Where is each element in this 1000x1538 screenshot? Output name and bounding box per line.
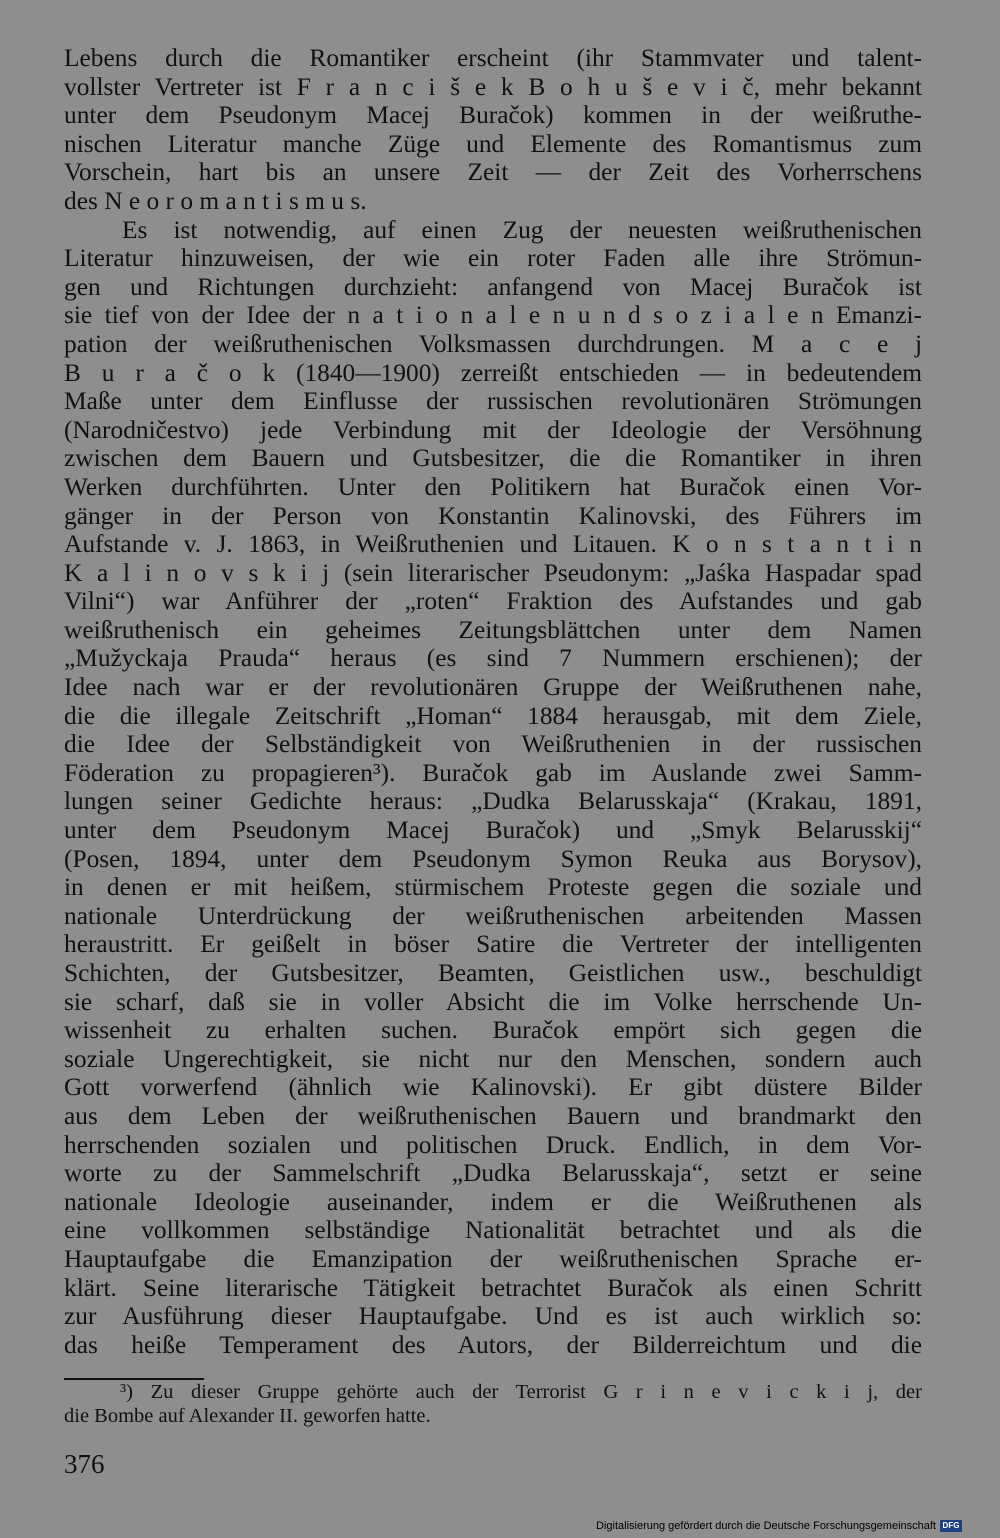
text-line: klärt. Seine literarische Tätigkeit betrachtet Buračok als einen Schritt — [64, 1273, 922, 1302]
text-line: vollster Vertreter ist F r a n c i š e k B o h u š e v i č, mehr bekannt — [64, 72, 922, 101]
text-line: Schichten, der Gutsbesitzer, Beamten, Geistlichen usw., beschuldigt — [64, 959, 922, 987]
text-line: eine vollkommen selbständige Nationalität betrachtet und als die — [64, 1216, 922, 1245]
text-line: die Idee der Selbständigkeit von Weißruthenien in der russischen — [64, 730, 922, 759]
text-line: Lebens durch die Romantiker erscheint (ihr Stammvater und talent- — [64, 44, 922, 72]
text-line: Hauptaufgabe die Emanzipation der weißruthenischen Sprache er- — [64, 1244, 922, 1273]
text-line: in denen er mit heißem, stürmischem Proteste gegen die soziale und — [64, 873, 922, 902]
body-text — [64, 44, 922, 1359]
text-line: unter dem Pseudonym Macej Buračok) kommen in der weißruthe- — [64, 101, 922, 130]
text-line: nationale Ideologie auseinander, indem er die Weißruthenen als — [64, 1187, 922, 1216]
text-line: das heiße Temperament des Autors, der Bilderreichtum und die — [64, 1330, 922, 1359]
text-line: K a l i n o v s k i j (sein literarischer Pseudonym: „Jaśka Haspadar spad — [64, 558, 922, 587]
text-line: Föderation zu propagieren³). Buračok gab im Auslande zwei Samm- — [64, 758, 922, 787]
text-line: zur Ausführung dieser Hauptaufgabe. Und es ist auch wirklich so: — [64, 1302, 922, 1331]
text-line: Werken durchführten. Unter den Politikern hat Buračok einen Vor- — [64, 472, 922, 501]
text-line: nischen Literatur manche Züge und Elemente des Romantismus zum — [64, 129, 922, 158]
text-line: sie tief von der Idee der n a t i o n a l e n u n d s o z i a l e n Emanzi- — [64, 301, 922, 330]
text-line: „Mužyckaja Prauda“ heraus (es sind 7 Nummern erschienen); der — [64, 644, 922, 673]
text-line: nationale Unterdrückung der weißruthenischen arbeitenden Massen — [64, 901, 922, 930]
text-line: Idee nach war er der revolutionären Gruppe der Weißruthenen nahe, — [64, 673, 922, 702]
text-line: lungen seiner Gedichte heraus: „Dudka Belarusskaja“ (Krakau, 1891, — [64, 787, 922, 816]
footnote-line: ³) Zu dieser Gruppe gehörte auch der Terrorist G r i n e v i c k i j, der — [120, 1381, 922, 1403]
text-line: pation der weißruthenischen Volksmassen durchdrungen. M a c e j — [64, 329, 922, 358]
text-line: wissenheit zu erhalten suchen. Buračok empört sich gegen die — [64, 1016, 922, 1045]
text-line: des N e o r o m a n t i s m u s. — [64, 186, 367, 215]
text-line: gen und Richtungen durchzieht: anfangend von Macej Buračok ist — [64, 272, 922, 301]
digitization-credit — [596, 1519, 962, 1533]
text-line: gänger in der Person von Konstantin Kalinovski, des Führers im — [64, 501, 922, 530]
text-line: die die illegale Zeitschrift „Homan“ 1884 herausgab, mit dem Ziele, — [64, 701, 922, 730]
text-line: weißruthenisch ein geheimes Zeitungsblättchen unter dem Namen — [64, 615, 922, 644]
footnote-line: die Bombe auf Alexander II. geworfen hatte. — [64, 1405, 431, 1427]
text-line: zwischen dem Bauern und Gutsbesitzer, die die Romantiker in ihren — [64, 444, 922, 473]
text-line: aus dem Leben der weißruthenischen Bauern und brandmarkt den — [64, 1101, 922, 1130]
text-line: herrschenden sozialen und politischen Druck. Endlich, in dem Vor- — [64, 1130, 922, 1159]
text-line: Aufstande v. J. 1863, in Weißruthenien und Litauen. K o n s t a n t i n — [64, 530, 922, 559]
text-line: Literatur hinzuweisen, der wie ein roter Faden alle ihre Strömun- — [64, 244, 922, 273]
dfg-logo: DFG — [940, 1520, 962, 1532]
text-line: heraustritt. Er geißelt in böser Satire die Vertreter der intelligenten — [64, 930, 922, 959]
text-line: unter dem Pseudonym Macej Buračok) und „Smyk Belarusskij“ — [64, 816, 922, 845]
text-line: sie scharf, daß sie in voller Absicht die im Volke herrschende Un- — [64, 987, 922, 1016]
text-line: (Narodničestvo) jede Verbindung mit der Ideologie der Versöhnung — [64, 415, 922, 444]
text-line: Vilni“) war Anführer der „roten“ Fraktion des Aufstandes und gab — [64, 587, 922, 616]
credit-text: Digitalisierung gefördert durch die Deutsche Forschungsgemeinschaft — [596, 1520, 936, 1532]
text-line: B u r a č o k (1840—1900) zerreißt entschieden — in bedeutendem — [64, 358, 922, 387]
text-line: soziale Ungerechtigkeit, sie nicht nur den Menschen, sondern auch — [64, 1044, 922, 1073]
text-line: Gott vorwerfend (ähnlich wie Kalinovski). Er gibt düstere Bilder — [64, 1073, 922, 1102]
text-line: Maße unter dem Einflusse der russischen revolutionären Strömungen — [64, 387, 922, 416]
page-number: 376 — [64, 1449, 105, 1479]
text-line: Es ist notwendig, auf einen Zug der neuesten weißruthenischen — [122, 215, 922, 244]
text-line: worte zu der Sammelschrift „Dudka Belarusskaja“, setzt er seine — [64, 1159, 922, 1188]
text-line: (Posen, 1894, unter dem Pseudonym Symon Reuka aus Borysov), — [64, 844, 922, 873]
text-line: Vorschein, hart bis an unsere Zeit — der Zeit des Vorherrschens — [64, 158, 922, 187]
footnote — [64, 1380, 922, 1428]
